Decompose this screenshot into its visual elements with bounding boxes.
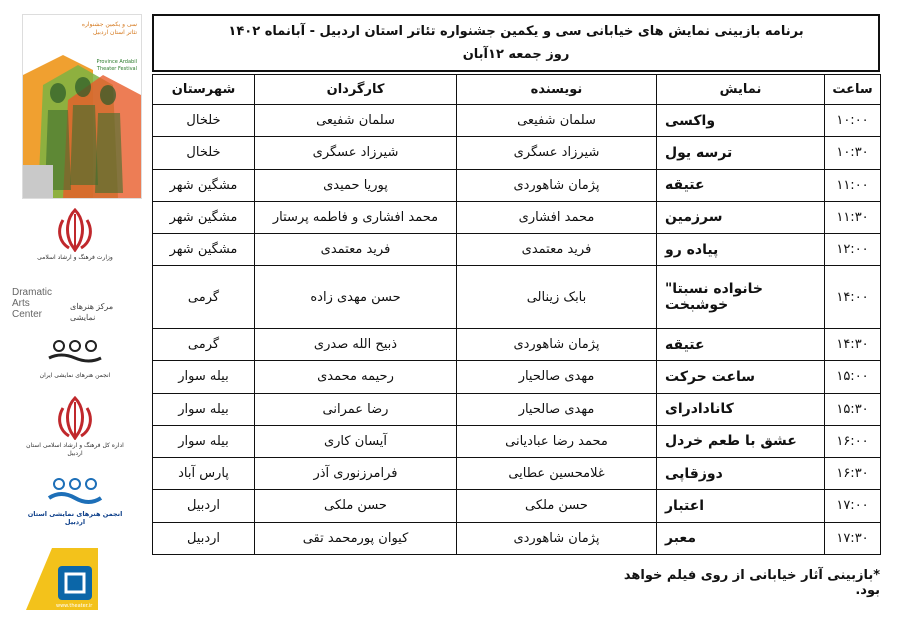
director-cell: رحیمه محمدی — [255, 361, 457, 393]
writer-cell: حسن ملکی — [457, 490, 657, 522]
col-city: شهرستان — [153, 75, 255, 105]
table-row — [153, 328, 881, 360]
city-cell: اردبیل — [153, 490, 255, 522]
festival-poster — [22, 14, 142, 199]
time-cell: ۱۶:۰۰ — [825, 425, 881, 457]
writer-cell: محمد رضا عبادیانی — [457, 425, 657, 457]
show-cell: سرزمین — [657, 201, 825, 233]
schedule-table — [152, 74, 881, 555]
time-cell: ۱۱:۳۰ — [825, 201, 881, 233]
table-row — [153, 361, 881, 393]
table-row — [153, 393, 881, 425]
writer-cell: مهدی صالحیار — [457, 361, 657, 393]
show-cell: دوزقاپی — [657, 458, 825, 490]
time-cell: ۱۷:۳۰ — [825, 522, 881, 554]
writer-cell: پژمان شاهوردی — [457, 169, 657, 201]
writer-cell: مهدی صالحیار — [457, 393, 657, 425]
col-time: ساعت — [825, 75, 881, 105]
time-cell: ۱۰:۰۰ — [825, 105, 881, 137]
time-cell: ۱۵:۳۰ — [825, 393, 881, 425]
table-row — [153, 169, 881, 201]
table-row — [153, 490, 881, 522]
table-row — [153, 522, 881, 554]
city-cell: مشگین شهر — [153, 234, 255, 266]
sponsor-logos — [0, 0, 148, 626]
table-header-row — [153, 75, 881, 105]
poster-title: سی و یکمین جشنواره تئاتر استان اردبیل — [81, 21, 137, 36]
provincial-ministry-caption: اداره کل فرهنگ و ارشاد اسلامی استان اردبیل — [26, 442, 124, 457]
writer-cell: پژمان شاهوردی — [457, 522, 657, 554]
director-cell: ذبیح الله صدری — [255, 328, 457, 360]
city-cell: اردبیل — [153, 522, 255, 554]
col-writer: نویسنده — [457, 75, 657, 105]
provincial-ministry-logo — [20, 396, 130, 458]
show-cell: واکسی — [657, 105, 825, 137]
show-cell: عتیقه — [657, 328, 825, 360]
table-row — [153, 425, 881, 457]
director-cell: حسن ملکی — [255, 490, 457, 522]
ministry-caption: وزارت فرهنگ و ارشاد اسلامی — [37, 254, 113, 261]
site-url: www.theater.ir — [56, 603, 93, 609]
time-cell: ۱۰:۳۰ — [825, 137, 881, 169]
city-cell: بیله سوار — [153, 393, 255, 425]
dac-logo — [12, 287, 122, 320]
city-cell: پارس آباد — [153, 458, 255, 490]
city-cell: مشگین شهر — [153, 169, 255, 201]
time-cell: ۱۵:۰۰ — [825, 361, 881, 393]
writer-cell: پژمان شاهوردی — [457, 328, 657, 360]
writer-cell: فرید معتمدی — [457, 234, 657, 266]
schedule-header — [152, 14, 880, 72]
show-cell: ترسه یول — [657, 137, 825, 169]
show-cell: عشق با طعم خردل — [657, 425, 825, 457]
director-cell: سلمان شفیعی — [255, 105, 457, 137]
table-row — [153, 105, 881, 137]
time-cell: ۱۶:۳۰ — [825, 458, 881, 490]
ardabil-association-logo — [20, 476, 130, 526]
show-cell: معبر — [657, 522, 825, 554]
city-cell: خلخال — [153, 105, 255, 137]
director-cell: کیوان پورمحمد تقی — [255, 522, 457, 554]
dac-english: Dramatic Arts Center — [12, 287, 53, 320]
director-cell: فرید معتمدی — [255, 234, 457, 266]
city-cell: گرمی — [153, 266, 255, 329]
iran-emblem-icon — [57, 208, 93, 252]
association-caption: انجمن هنرهای نمایشی ایران — [39, 372, 111, 379]
show-cell: خانواده نسبتا" خوشبخت — [657, 266, 825, 329]
time-cell: ۱۲:۰۰ — [825, 234, 881, 266]
ministry-logo — [20, 208, 130, 262]
director-cell: محمد افشاری و فاطمه پرستار — [255, 201, 457, 233]
time-cell: ۱۴:۰۰ — [825, 266, 881, 329]
table-row — [153, 458, 881, 490]
writer-cell: محمد افشاری — [457, 201, 657, 233]
writer-cell: شیرزاد عسگری — [457, 137, 657, 169]
iran-emblem-icon — [57, 396, 93, 440]
association-rings-blue-icon — [45, 476, 105, 506]
writer-cell: بابک زینالی — [457, 266, 657, 329]
footnote: *بازبینی آثار خیابانی از روی فیلم خواهد بود. — [623, 568, 880, 598]
table-row — [153, 234, 881, 266]
city-cell: بیله سوار — [153, 361, 255, 393]
show-cell: اعتبار — [657, 490, 825, 522]
poster-subtitle: Province Ardabil Theater Festival — [96, 59, 137, 72]
theater-association-logo — [20, 338, 130, 380]
city-cell: بیله سوار — [153, 425, 255, 457]
director-cell: فرامرزنوری آذر — [255, 458, 457, 490]
col-director: کارگردان — [255, 75, 457, 105]
show-cell: عتیقه — [657, 169, 825, 201]
table-row — [153, 137, 881, 169]
show-cell: کانادادرای — [657, 393, 825, 425]
col-show: نمایش — [657, 75, 825, 105]
table-row — [153, 201, 881, 233]
city-cell: مشگین شهر — [153, 201, 255, 233]
writer-cell: سلمان شفیعی — [457, 105, 657, 137]
writer-cell: غلامحسین عطایی — [457, 458, 657, 490]
time-cell: ۱۱:۰۰ — [825, 169, 881, 201]
director-cell: پوریا حمیدی — [255, 169, 457, 201]
director-cell: حسن مهدی زاده — [255, 266, 457, 329]
time-cell: ۱۷:۰۰ — [825, 490, 881, 522]
city-cell: خلخال — [153, 137, 255, 169]
table-row — [153, 266, 881, 329]
director-cell: آیسان کاری — [255, 425, 457, 457]
schedule-day: روز جمعه ۱۲آبان — [462, 47, 570, 62]
director-cell: رضا عمرانی — [255, 393, 457, 425]
association-rings-icon — [45, 338, 105, 366]
time-cell: ۱۴:۳۰ — [825, 328, 881, 360]
director-cell: شیرزاد عسگری — [255, 137, 457, 169]
city-cell: گرمی — [153, 328, 255, 360]
poster-figures-icon — [23, 15, 141, 198]
ardabil-association-caption: انجمن هنرهای نمایشی استان اردبیل — [27, 510, 123, 526]
show-cell: پیاده رو — [657, 234, 825, 266]
schedule-title: برنامه بازبینی نمایش های خیابانی سی و یکمین جشنواره تئاتر استان اردبیل - آبانماه ۱۴۰۲ — [228, 24, 804, 39]
show-cell: ساعت حرکت — [657, 361, 825, 393]
dac-persian: مرکز هنرهای نمایشی — [70, 302, 114, 322]
